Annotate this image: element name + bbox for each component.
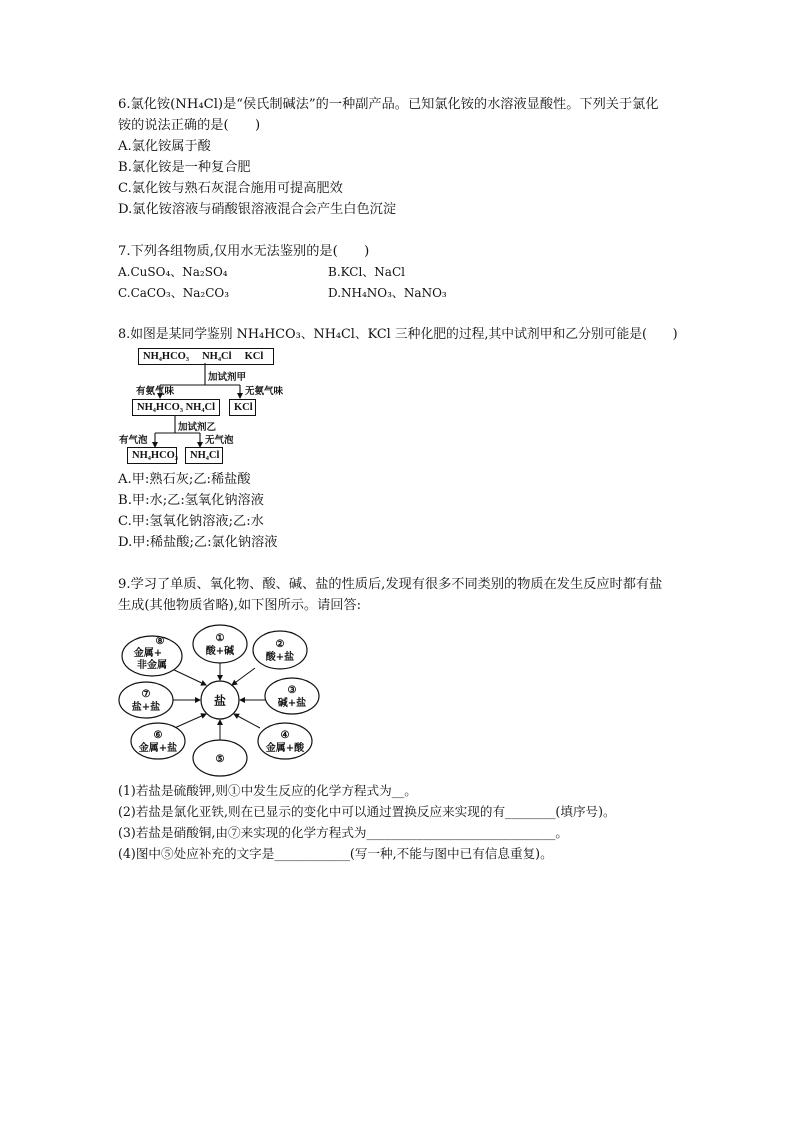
ellipse-2-text: 酸+盐 (265, 652, 295, 663)
q8-option-a: A.甲:熟石灰;乙:稀盐酸 (118, 472, 251, 487)
q9-salt-diagram (110, 618, 330, 788)
q6-option-c: C.氯化铵与熟石灰混合施用可提高肥效 (118, 181, 343, 196)
q6-stem-line1: 6.氯化铵(NH₄Cl)是“侯氏制碱法”的一种副产品。已知氯化铵的水溶液显酸性。下列关于氯化 (118, 97, 659, 112)
ellipse-3-number: ③ (287, 685, 297, 696)
q8-left1-label: 有氨气味 (136, 386, 175, 397)
ellipse-3-text: 碱+盐 (277, 698, 307, 709)
center-salt-label: 盐 (213, 694, 227, 708)
q9-sub-4: (4)图中⑤处应补充的文字是____________(写一种,不能与图中已有信息重复)。 (118, 846, 553, 861)
q9-sub-1: (1)若盐是硫酸钾,则①中发生反应的化学方程式为__。 (118, 783, 417, 798)
q8-bottom-right-box: NH₄Cl (185, 447, 223, 464)
q9-sub-2: (2)若盐是氯化亚铁,则在已显示的变化中可以通过置换反应来实现的有________(填序号)。 (118, 804, 616, 819)
q7-option-b: B.KCl、NaCl (328, 265, 405, 279)
q8-right1-label: 无氨气味 (245, 386, 284, 397)
q7-option-c: C.CaCO₃、Na₂CO₃ (118, 286, 230, 300)
q7-option-d: D.NH₄NO₃、NaNO₃ (328, 286, 447, 300)
q8-kcl-box: KCl (229, 399, 256, 416)
q9-sub-3: (3)若盐是硝酸铜,由⑦来实现的化学方程式为______________________________。 (118, 825, 569, 840)
ellipse-8-text-a: 金属+ (133, 648, 163, 659)
ellipse-4-number: ④ (280, 730, 290, 741)
q9-stem-line2: 生成(其他物质省略),如下图所示。请回答: (118, 598, 362, 613)
q6-stem-line2: 铵的说法正确的是( ) (118, 118, 261, 133)
q8-flow-arrows (0, 0, 794, 480)
ellipse-8-text-b: 非金属 (137, 660, 167, 671)
q8-option-d: D.甲:稀盐酸;乙:氯化钠溶液 (118, 535, 278, 550)
q7-option-a: A.CuSO₄、Na₂SO₄ (118, 265, 228, 279)
q8-stem: 8.如图是某同学鉴别 NH₄HCO₃、NH₄Cl、KCl 三种化肥的过程,其中试剂甲和乙分别可能是( ) (118, 327, 678, 342)
q6-option-a: A.氯化铵属于酸 (118, 139, 211, 154)
ellipse-6-number: ⑥ (153, 730, 163, 741)
ellipse-6-text: 金属+盐 (138, 743, 178, 754)
ellipse-1-text: 酸+碱 (205, 646, 235, 657)
ellipse-2 (253, 631, 307, 669)
ellipse-5-number: ⑤ (215, 754, 225, 765)
q8-bottom-left-box: NH₄HCO₃ (127, 447, 177, 464)
ellipse-1-number: ① (215, 633, 225, 644)
q9-stem-line1: 9.学习了单质、氧化物、酸、碱、盐的性质后,发现有很多不同类别的物质在发生反应时都有盐 (118, 577, 663, 592)
ellipse-7-number: ⑦ (141, 689, 151, 700)
ellipse-8-number: ⑧ (155, 636, 165, 647)
ellipse-4-text: 金属+酸 (265, 743, 305, 754)
q8-reagent1-label: 加试剂甲 (208, 372, 247, 383)
q8-option-c: C.甲:氢氧化钠溶液;乙:水 (118, 514, 264, 529)
ellipse-7-text: 盐+盐 (131, 702, 161, 713)
q8-right2-label: 无气泡 (205, 435, 234, 446)
q8-reagent2-label: 加试剂乙 (178, 422, 217, 433)
q8-option-b: B.甲:水;乙:氢氧化钠溶液 (118, 493, 264, 508)
q8-left2-label: 有气泡 (119, 435, 148, 446)
q6-option-d: D.氯化铵溶液与硝酸银溶液混合会产生白色沉淀 (118, 202, 397, 217)
ellipse-1 (193, 625, 247, 663)
q6-option-b: B.氯化铵是一种复合肥 (118, 160, 251, 175)
q8-top-box: NH₄HCO₃ NH₄Cl KCl (138, 348, 274, 365)
ellipse-2-number: ② (275, 639, 285, 650)
q7-stem: 7.下列各组物质,仅用水无法鉴别的是( ) (118, 244, 370, 259)
q8-mid-box: NH₄HCO₃ NH₄Cl (132, 399, 220, 416)
